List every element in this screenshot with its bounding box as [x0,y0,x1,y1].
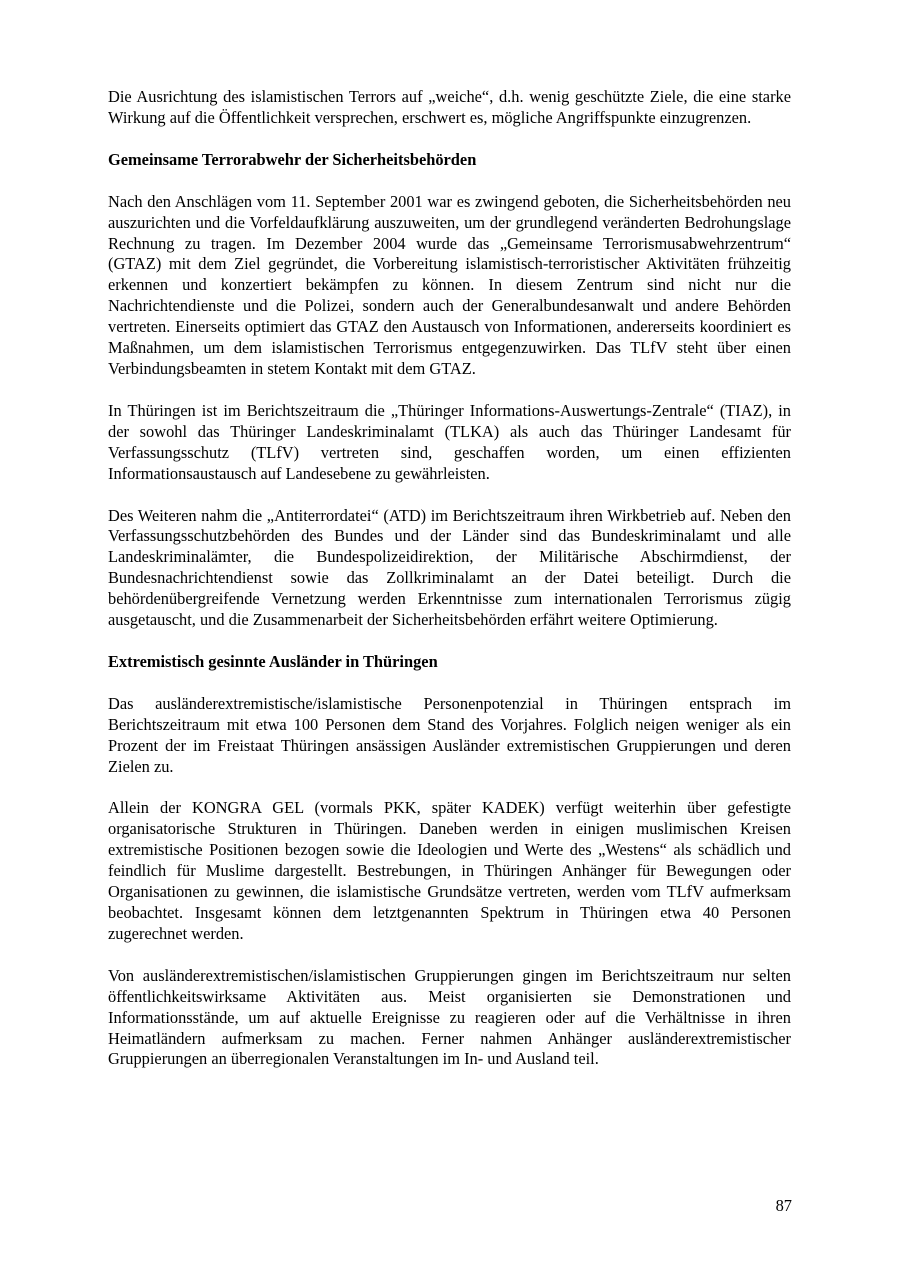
paragraph-kongra-gel: Allein der KONGRA GEL (vormals PKK, später KADEK) verfügt weiterhin über gefestigte organisatorische Strukturen in Thüringen. Daneben werden in einigen muslimischen Kreisen extremistische Positionen bezogen sowie die Ideologien und Werte des „Westens“ als schädlich und feindlich für Muslime dargestellt. Bestrebungen, in Thüringen Anhänger für Bewegungen oder Organisationen zu gewinnen, die islamistische Grundsätze vertreten, werden vom TLfV aufmerksam beobachtet. Insgesamt können dem letztgenannten Spektrum in Thüringen etwa 40 Personen zugerechnet werden. [108,798,791,943]
paragraph-islamist-terror-targets: Die Ausrichtung des islamistischen Terrors auf „weiche“, d.h. wenig geschützte Ziele, die eine starke Wirkung auf die Öffentlichkeit versprechen, erschwert es, mögliche Angriffspunkte einzugrenzen. [108,87,791,127]
heading-joint-counterterrorism: Gemeinsame Terrorabwehr der Sicherheitsbehörden [108,149,477,169]
paragraph-activities: Von ausländerextremistischen/islamistischen Gruppierungen gingen im Berichtszeitraum nur selten öffentlichkeitswirksame Aktivitäten aus. Meist organisierten sie Demonstrationen und Informationsstände, um auf aktuelle Ereignisse zu reagieren oder auf die Verhältnisse in ihren Heimatländern aufmerksam zu machen. Ferner nahmen Anhänger ausländerextremistischer Gruppierungen an überregionalen Veranstaltungen im In- und Ausland teil. [108,965,791,1069]
paragraph-tiaz: In Thüringen ist im Berichtszeitraum die „Thüringer Informations-Auswertungs-Zentrale“ (TIAZ), in der sowohl das Thüringer Landeskriminalamt (TLKA) als auch das Thüringer Landesamt für Verfassungsschutz (TLfV) vertreten sind, geschaffen worden, um einen effizienten Informationsaustausch auf Landesebene zu gewährleisten. [108,400,791,483]
page-body [108,87,791,1091]
heading-extremist-foreigners: Extremistisch gesinnte Ausländer in Thüringen [108,651,438,671]
paragraph-gtaz: Nach den Anschlägen vom 11. September 2001 war es zwingend geboten, die Sicherheitsbehörden neu auszurichten und die Vorfeldaufklärung auszuweiten, um der grundlegend veränderten Bedrohungslage Rechnung zu tragen. Im Dezember 2004 wurde das „Gemeinsame Terrorismusabwehrzentrum“ (GTAZ) mit dem Ziel gegründet, die Vorbereitung islamistisch-terroristischer Aktivitäten frühzeitig erkennen und konzertiert bekämpfen zu können. In diesem Zentrum sind nicht nur die Nachrichtendienste und die Polizei, sondern auch der Generalbundesanwalt und andere Behörden vertreten. Einerseits optimiert das GTAZ den Austausch von Informationen, andererseits koordiniert es Maßnahmen, um dem islamistischen Terrorismus entgegenzuwirken. Das TLfV steht über einen Verbindungsbeamten in stetem Kontakt mit dem GTAZ. [108,191,791,378]
paragraph-personenpotenzial: Das ausländerextremistische/islamistische Personenpotenzial in Thüringen entsprach im Berichtszeitraum mit etwa 100 Personen dem Stand des Vorjahres. Folglich neigen weniger als ein Prozent der im Freistaat Thüringen ansässigen Ausländer extremistischen Gruppierungen und deren Zielen zu. [108,693,791,776]
paragraph-antiterrordatei: Des Weiteren nahm die „Antiterrordatei“ (ATD) im Berichtszeitraum ihren Wirkbetrieb auf. Neben den Verfassungsschutzbehörden des Bundes und der Länder sind das Bundeskriminalamt und alle Landeskriminalämter, die Bundespolizeidirektion, der Militärische Abschirmdienst, der Bundesnachrichtendienst sowie das Zollkriminalamt an der Datei beteiligt. Durch die behördenübergreifende Vernetzung werden Erkenntnisse zum internationalen Terrorismus zügig ausgetauscht, und die Zusammenarbeit der Sicherheitsbehörden erfährt weitere Optimierung. [108,505,791,630]
page-number: 87 [775,1196,792,1215]
